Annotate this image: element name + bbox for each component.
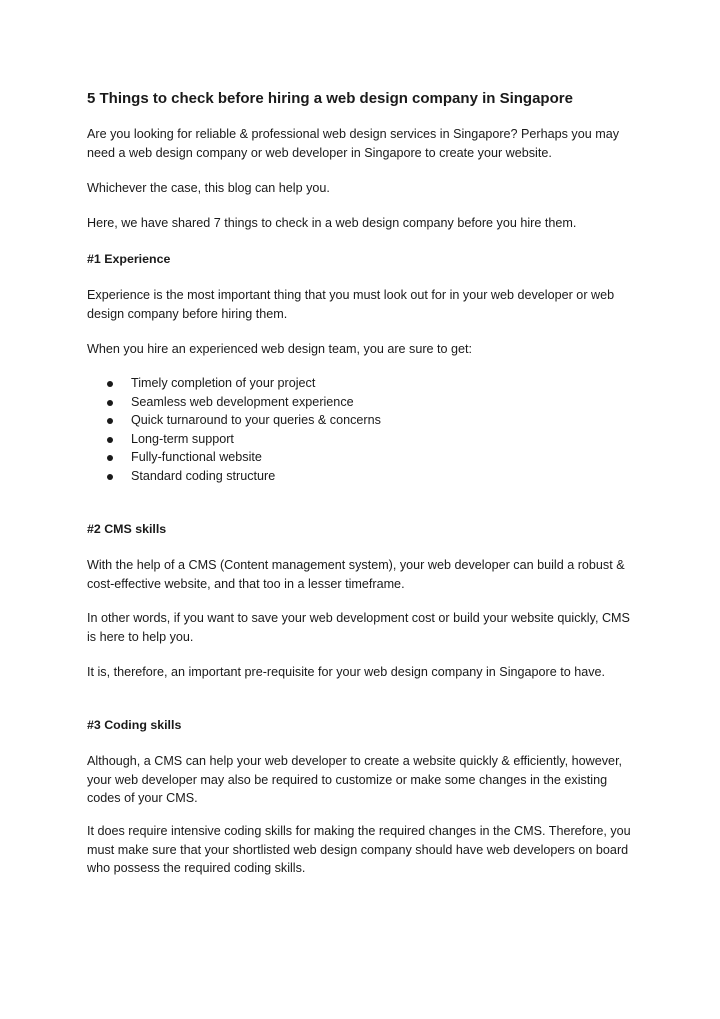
coding-paragraph-1: Although, a CMS can help your web developer to create a website quickly & efficiently, however, your web developer may also be required to customize or make some changes in the existing codes of your CMS.: [87, 754, 623, 805]
list-item: [87, 467, 627, 486]
document-title: 5 Things to check before hiring a web design company in Singapore: [87, 90, 573, 107]
bullet-icon: [107, 381, 113, 387]
list-item: [87, 411, 627, 430]
bullet-icon: [107, 437, 113, 443]
list-item: [87, 393, 627, 412]
intro-paragraph-3: Here, we have shared 7 things to check in a web design company before you hire them.: [87, 216, 577, 230]
intro-paragraph-2: Whichever the case, this blog can help you.: [87, 181, 330, 195]
cms-paragraph-3: It is, therefore, an important pre-requisite for your web design company in Singapore to have.: [87, 665, 606, 679]
bullet-icon: [107, 474, 113, 480]
experience-paragraph-1: Experience is the most important thing that you must look out for in your web developer or web design company before hiring them.: [87, 288, 615, 321]
intro-paragraph-1: Are you looking for reliable & professional web design services in Singapore? Perhaps you may need a web design company or web developer in Singapore to create your website.: [87, 127, 620, 160]
list-item-text: Long-term support: [131, 431, 234, 446]
list-item-text: Seamless web development experience: [131, 394, 354, 409]
bullet-icon: [107, 418, 113, 424]
coding-paragraph-2: It does require intensive coding skills for making the required changes in the CMS. Therefore, you must make sure that your shortlisted web design company should have web developers on board who possess the required coding skills.: [87, 824, 631, 875]
bullet-icon: [107, 400, 113, 406]
section-heading-experience: #1 Experience: [87, 252, 171, 266]
cms-paragraph-1: With the help of a CMS (Content management system), your web developer can build a robust & cost-effective website, and that too in a lesser timeframe.: [87, 558, 625, 591]
section-heading-coding-skills: #3 Coding skills: [87, 718, 182, 732]
list-item-text: Timely completion of your project: [131, 376, 316, 390]
list-item-text: Standard coding structure: [131, 468, 276, 483]
experience-paragraph-2: When you hire an experienced web design team, you are sure to get:: [87, 342, 473, 356]
list-item: [87, 374, 627, 393]
cms-paragraph-2: In other words, if you want to save your web development cost or build your website quickly, CMS is here to help you.: [87, 611, 630, 644]
list-item-text: Fully-functional website: [131, 450, 262, 464]
experience-bullet-list: [87, 374, 627, 485]
bullet-icon: [107, 455, 113, 461]
list-item: [87, 430, 627, 449]
section-heading-cms-skills: #2 CMS skills: [87, 522, 167, 536]
list-item-text: Quick turnaround to your queries & concerns: [131, 413, 381, 427]
list-item: [87, 448, 627, 467]
